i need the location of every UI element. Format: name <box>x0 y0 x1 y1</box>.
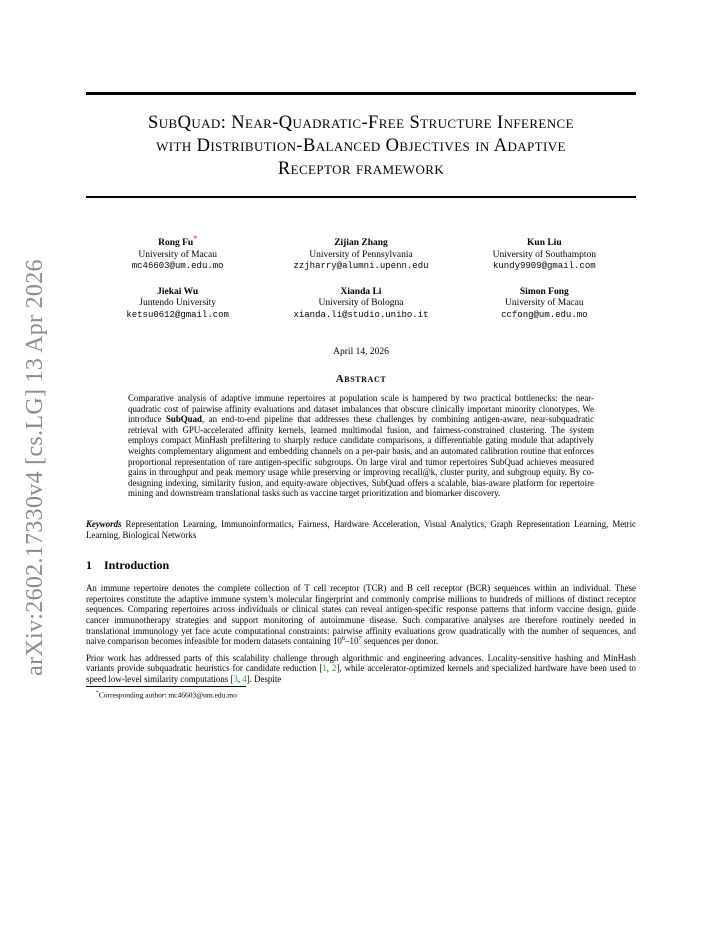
author-email[interactable]: ccfong@um.edu.mo <box>501 309 588 320</box>
abstract-body <box>128 393 594 499</box>
author-affiliation: University of Pennsylvania <box>309 249 413 260</box>
author-row <box>86 287 636 322</box>
author-affiliation: University of Southampton <box>492 249 597 260</box>
citation-link[interactable]: 2 <box>332 663 337 674</box>
footnote <box>96 690 636 700</box>
author-card <box>86 233 269 273</box>
author-email[interactable]: mc46603@um.edu.mo <box>131 261 224 271</box>
intro-text: , <box>326 663 332 674</box>
arxiv-identifier <box>0 258 70 676</box>
section-title: Introduction <box>104 558 170 573</box>
title-top-rule <box>86 92 636 95</box>
author-affiliation: University of Macau <box>505 298 584 308</box>
author-affiliation: Juntendo University <box>139 298 217 308</box>
author-name: Xianda Li <box>340 286 382 297</box>
citation-link[interactable]: 4 <box>242 673 247 684</box>
author-card <box>269 238 452 273</box>
author-name: Zijian Zhang <box>334 238 388 248</box>
intro-text: An immune repertoire denotes the complete collection of T cell receptor (TCR) and B cell receptor (BCR) sequences within an individual. These repertoires constitute the adaptive immune system’s molecular fingerprint and commonly comprise millions to hundreds of millions of distinct receptor sequences. Comparing repertoires across individuals or clinical states can reveal antigen-specific response patterns that inform vaccine design, guide cancer immunotherapy strategies and support monitoring of autoimmune disease. Such comparative analyses are therefore routinely needed in translational immunology yet face acute computational constraints: pairwise affinity evaluations grow quadratically with the number of sequences, and naive comparison becomes infeasible for modern datasets containing 10 <box>86 583 636 647</box>
title-line: Receptor framework <box>277 158 445 179</box>
author-row <box>86 233 636 273</box>
author-card <box>453 287 636 322</box>
intro-text: Prior work has addressed parts of this scalability challenge through algorithmic and engineering advances. Locality-sensitive hashing and MinHash variants provide subquadratic heuristics for candidate reduction [ <box>86 652 636 674</box>
intro-paragraph <box>86 653 636 685</box>
footnote-mark: * <box>96 690 99 697</box>
section-heading <box>86 558 636 573</box>
exponent: 6 <box>341 635 346 643</box>
intro-text: , <box>237 673 243 684</box>
corresponding-mark: * <box>193 233 198 243</box>
author-card <box>86 287 269 322</box>
arxiv-identifier-text: arXiv:2602.17330v4 [cs.LG] 13 Apr 2026 <box>21 258 48 676</box>
author-name: Jiekai Wu <box>157 286 199 297</box>
abstract-system-name: SubQuad <box>165 414 202 425</box>
intro-text: ], while accelerator-optimized kernels and specialized hardware have been used to speed low-level similarity computations [ <box>86 663 636 684</box>
author-name: Kun Liu <box>527 238 562 248</box>
author-name-line <box>86 233 269 250</box>
author-block <box>86 233 636 321</box>
publication-date: April 14, 2026 <box>333 347 389 357</box>
title-bottom-rule <box>86 196 636 199</box>
footnote-text: Corresponding author: mc46603@um.edu.mo <box>98 690 237 700</box>
abstract-text: , an end-to-end pipeline that addresses these challenges by combining antigen-aware, near-subquadratic retrieval with GPU-accelerated affinity kernels, learned multimodal fusion, and fairness-constrained clustering. The system employs compact MinHash prefiltering to sharply reduce candidate comparisons, a differentiable gating module that adaptively weights complementary alignment and embedding channels on a per-pair basis, and an automated calibration routine that enforces proportional representation of rare antigen-specific subgroups. On large viral and tumor repertoires SubQuad achieves measured gains in throughput and peak memory usage while preserving or improving recall@k, cluster purity, and subgroup equity. By co-designing indexing, similarity fusion, and equity-aware objectives, SubQuad offers a scalable, bias-aware platform for repertoire mining and downstream translational tasks such as vaccine target prioritization and biomarker discovery. <box>128 414 595 499</box>
paper-page <box>86 92 636 700</box>
author-email[interactable]: ketsu0612@gmail.com <box>126 309 229 320</box>
author-email[interactable]: zzjharry@alumni.upenn.edu <box>293 261 429 271</box>
keywords-text: Representation Learning, Immunoinformatics, Fairness, Hardware Acceleration, Visual Analytics, Graph Representation Learning, Metric Learning, Biological Networks <box>86 518 636 540</box>
citation-link[interactable]: 1 <box>322 663 327 674</box>
author-card <box>453 238 636 273</box>
author-name: Rong Fu <box>158 238 194 248</box>
abstract-text: Comparative analysis of adaptive immune repertoires at population scale is hampered by two practical bottlenecks: the near-quadratic cost of pairwise affinity evaluations and dataset imbalances that obscure clinically important minority clonotypes. We introduce <box>128 393 594 425</box>
intro-text: ]. Despite <box>246 673 282 684</box>
author-email[interactable]: xianda.li@studio.unibo.it <box>293 309 429 320</box>
intro-text: sequences per donor. <box>361 636 439 647</box>
citation-link[interactable]: 3 <box>233 673 238 684</box>
title-line: with Distribution-Balanced Objectives in Adaptive <box>156 135 566 156</box>
section-number: 1 <box>86 558 92 573</box>
author-affiliation: University of Bologna <box>318 298 404 308</box>
footnote-rule <box>86 686 246 687</box>
keywords-label: Keywords <box>86 518 122 529</box>
author-email[interactable]: kundy9909@gmail.com <box>493 261 596 271</box>
author-affiliation: University of Macau <box>138 249 217 260</box>
intro-text: –10 <box>345 636 359 647</box>
paper-title <box>86 112 636 181</box>
abstract-heading: Abstract <box>335 373 387 385</box>
keywords-line <box>86 519 636 540</box>
title-line: SubQuad: Near-Quadratic-Free Structure Inference <box>148 112 574 133</box>
intro-paragraph <box>86 583 636 647</box>
author-name: Simon Fong <box>519 286 569 297</box>
author-card <box>269 287 452 322</box>
exponent: 7 <box>358 635 362 643</box>
